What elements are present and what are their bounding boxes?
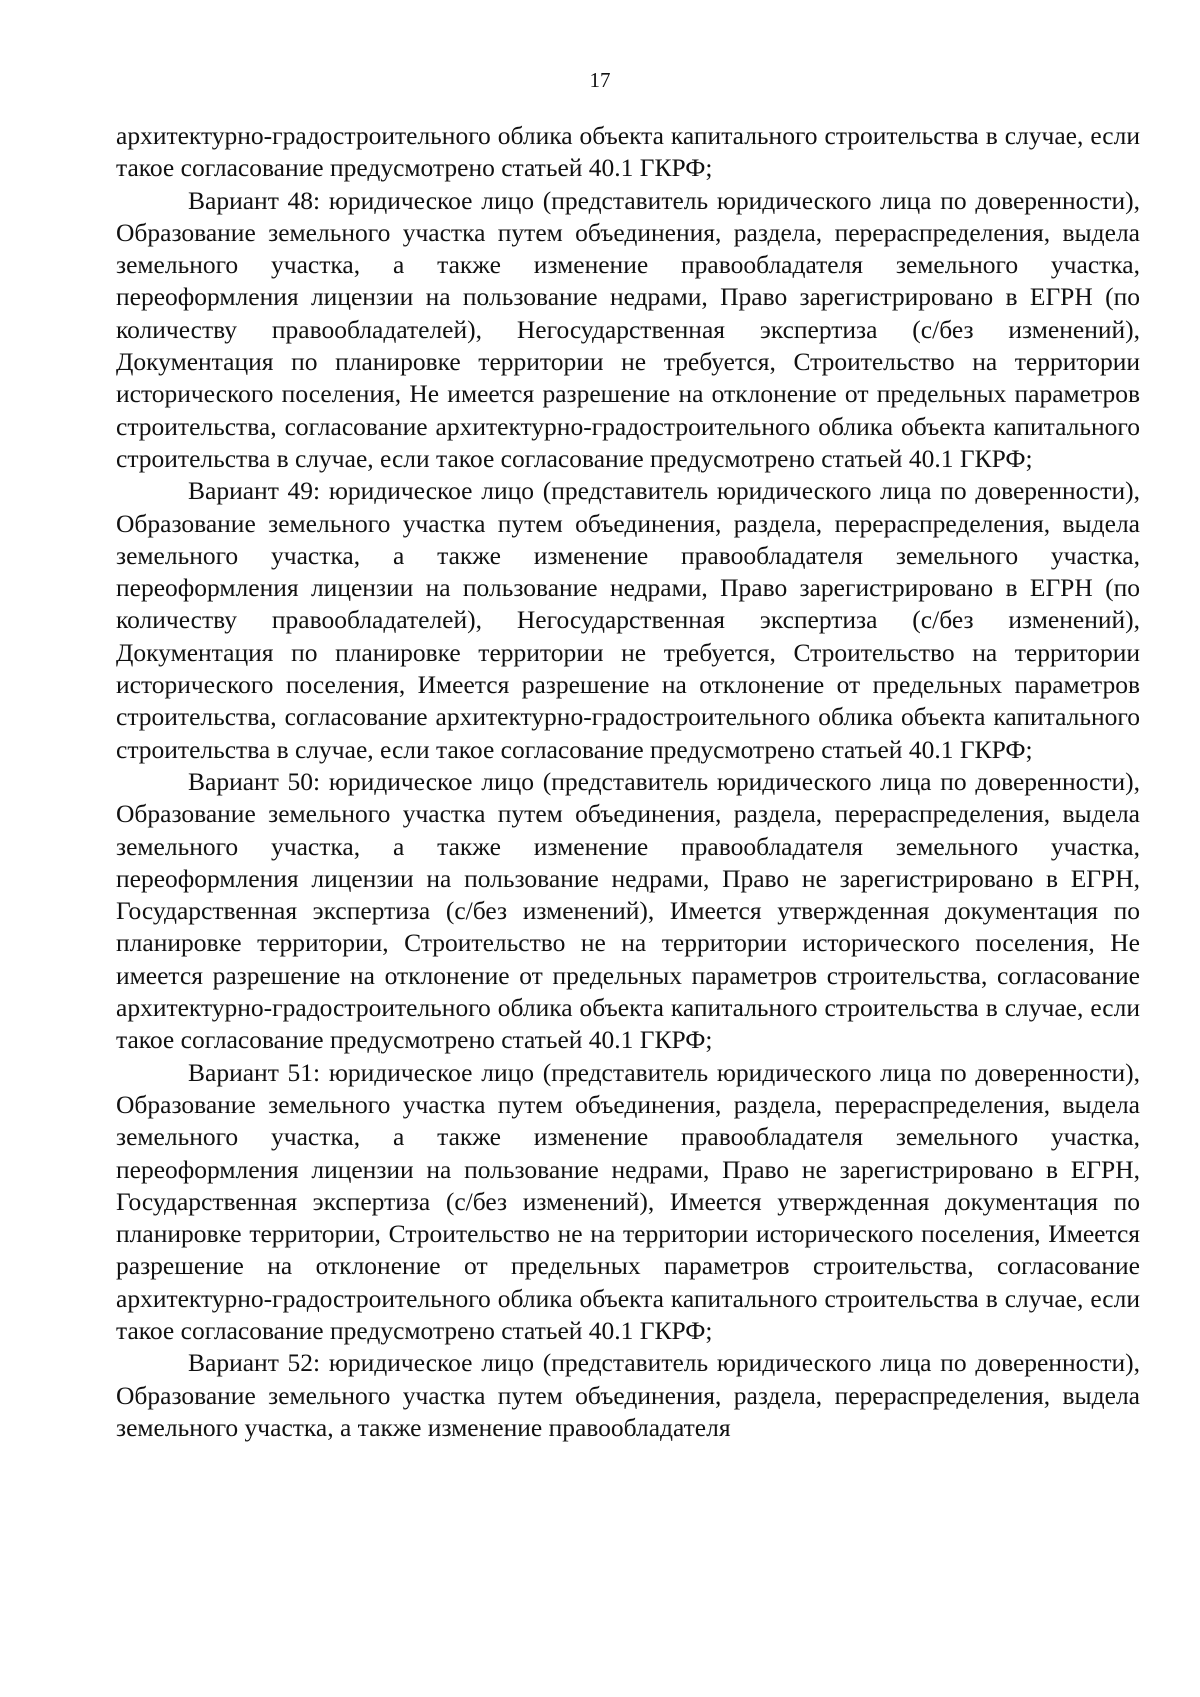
document-body bbox=[116, 120, 1140, 1444]
page-number: 17 bbox=[589, 68, 611, 92]
paragraph-variant-48: Вариант 48: юридическое лицо (представитель юридического лица по доверенности), Образование земельного участка путем объединения, раздела, перераспределения, выдела земельного участка, а также изменение правообладателя земельного участка, переоформления лицензии на пользование недрами, Право зарегистрировано в ЕГРН (по количеству правообладателей), Негосударственная экспертиза (с/без изменений), Документация по планировке территории не требуется, Строительство на территории исторического поселения, Не имеется разрешение на отклонение от предельных параметров строительства, согласование архитектурно-градостроительного облика объекта капитального строительства в случае, если такое согласование предусмотрено статьей 40.1 ГКРФ; bbox=[116, 185, 1140, 473]
paragraph-variant-51: Вариант 51: юридическое лицо (представитель юридического лица по доверенности), Образование земельного участка путем объединения, раздела, перераспределения, выдела земельного участка, а также изменение правообладателя земельного участка, переоформления лицензии на пользование недрами, Право не зарегистрировано в ЕГРН, Государственная экспертиза (с/без изменений), Имеется утвержденная документация по планировке территории, Строительство не на территории исторического поселения, Имеется разрешение на отклонение от предельных параметров строительства, согласование архитектурно-градостроительного облика объекта капитального строительства в случае, если такое согласование предусмотрено статьей 40.1 ГКРФ; bbox=[116, 1057, 1140, 1345]
paragraph-continuation: архитектурно-градостроительного облика объекта капитального строительства в случае, если такое согласование предусмотрено статьей 40.1 ГКРФ; bbox=[116, 121, 1140, 183]
paragraph-variant-52: Вариант 52: юридическое лицо (представитель юридического лица по доверенности), Образование земельного участка путем объединения, раздела, перераспределения, выдела земельного участка, а также изменение правообладателя bbox=[116, 1348, 1140, 1442]
paragraph-variant-50: Вариант 50: юридическое лицо (представитель юридического лица по доверенности), Образование земельного участка путем объединения, раздела, перераспределения, выдела земельного участка, а также изменение правообладателя земельного участка, переоформления лицензии на пользование недрами, Право не зарегистрировано в ЕГРН, Государственная экспертиза (с/без изменений), Имеется утвержденная документация по планировке территории, Строительство не на территории исторического поселения, Не имеется разрешение на отклонение от предельных параметров строительства, согласование архитектурно-градостроительного облика объекта капитального строительства в случае, если такое согласование предусмотрено статьей 40.1 ГКРФ; bbox=[116, 766, 1140, 1055]
paragraph-variant-49: Вариант 49: юридическое лицо (представитель юридического лица по доверенности), Образование земельного участка путем объединения, раздела, перераспределения, выдела земельного участка, а также изменение правообладателя земельного участка, переоформления лицензии на пользование недрами, Право зарегистрировано в ЕГРН (по количеству правообладателей), Негосударственная экспертиза (с/без изменений), Документация по планировке территории не требуется, Строительство на территории исторического поселения, Имеется разрешение на отклонение от предельных параметров строительства, согласование архитектурно-градостроительного облика объекта капитального строительства в случае, если такое согласование предусмотрено статьей 40.1 ГКРФ; bbox=[116, 476, 1140, 764]
